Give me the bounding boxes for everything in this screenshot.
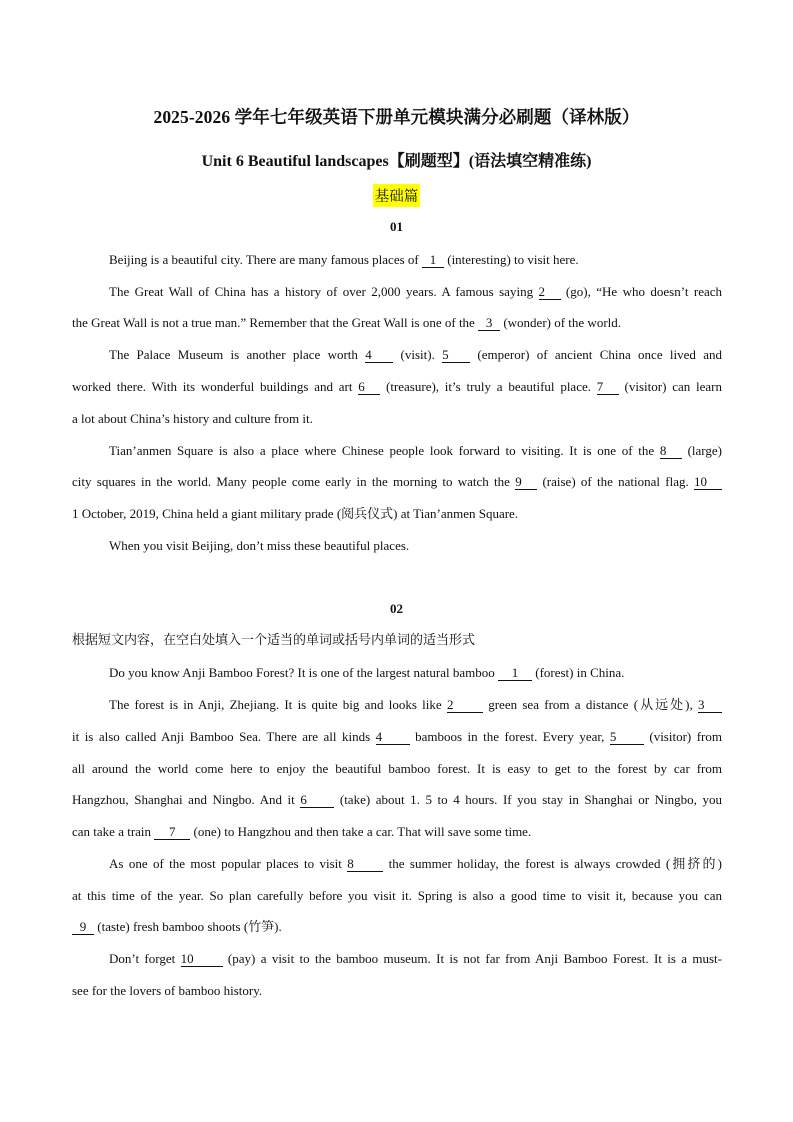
text-segment: (large) <box>681 443 722 458</box>
text-segment: (visit). <box>393 347 443 362</box>
page-subtitle: Unit 6 Beautiful landscapes【刷题型】(语法填空精准练) <box>201 153 592 170</box>
text-segment: it is also called Anji Bamboo Sea. There are all kinds <box>72 729 376 744</box>
passage1-line <box>109 346 722 364</box>
blank-4[interactable]: 4 <box>376 729 410 745</box>
blank-7[interactable]: 7 <box>597 379 619 395</box>
text-segment: (pay) a visit to the bamboo museum. It is not far from Anji Bamboo Forest. It is a must- <box>222 951 722 966</box>
text-segment: bamboos in the forest. Every year, <box>409 729 610 744</box>
passage1-line <box>109 283 722 301</box>
passage2-line: see for the lovers of bamboo history. <box>72 983 263 998</box>
blank-9[interactable]: 9 <box>515 474 537 490</box>
text-segment: can take a train <box>72 824 155 839</box>
text-segment: city squares in the world. Many people come early in the morning to watch the <box>72 474 516 489</box>
passage1-line <box>72 378 722 396</box>
blank-4[interactable]: 4 <box>365 347 393 363</box>
passage1-line <box>109 442 722 460</box>
text-segment: green sea from a distance (从远处), <box>482 697 699 712</box>
passage2-line <box>109 696 722 714</box>
blank-7[interactable]: 7 <box>154 824 190 840</box>
text-segment: The Palace Museum is another place worth <box>109 347 366 362</box>
text-segment: (wonder) of the world. <box>500 315 622 330</box>
blank-8[interactable]: 8 <box>347 856 383 872</box>
text-segment: (raise) of the national flag. <box>537 474 695 489</box>
text-segment: Hangzhou, Shanghai and Ningbo. And it <box>72 792 301 807</box>
blank-9[interactable]: 9 <box>72 919 94 935</box>
level-tag-wrap <box>0 184 793 207</box>
blank-8[interactable]: 8 <box>660 443 682 459</box>
blank-3[interactable]: 3 <box>698 697 722 713</box>
text-segment: Don’t forget <box>109 951 181 966</box>
text-segment: the Great Wall is not a true man.” Remember that the Great Wall is one of the <box>72 315 479 330</box>
passage1-line <box>72 473 722 491</box>
text-segment: worked there. With its wonderful buildings and art <box>72 379 359 394</box>
blank-3[interactable]: 3 <box>478 315 500 331</box>
section-instruction: 根据短文内容，在空白处填入一个适当的单词或括号内单词的适当形式 <box>72 632 476 647</box>
passage1-line <box>72 314 722 332</box>
text-segment: Beijing is a beautiful city. There are many famous places of <box>109 252 422 267</box>
text-segment: (take) about 1. 5 to 4 hours. If you stay in Shanghai or Ningbo, you <box>334 792 722 807</box>
text-segment: (interesting) to visit here. <box>443 252 579 267</box>
text-segment: (treasure), it’s truly a beautiful place. <box>380 379 597 394</box>
blank-10[interactable]: 10 <box>694 474 722 490</box>
text-segment: (visitor) from <box>643 729 722 744</box>
passage2-line <box>109 664 722 682</box>
page-title: 2025-2026 学年七年级英语下册单元模块满分必刷题（译林版） <box>153 107 640 127</box>
blank-6[interactable]: 6 <box>300 792 334 808</box>
blank-5[interactable]: 5 <box>442 347 470 363</box>
passage1-line: When you visit Beijing, don’t miss these beautiful places. <box>109 538 410 553</box>
passage2-line: at this time of the year. So plan carefully before you visit it. Spring is also a good time to visit it, because you can <box>72 888 722 903</box>
passage2-line <box>72 823 722 841</box>
text-segment: The Great Wall of China has a history of over 2,000 years. A famous saying <box>109 284 539 299</box>
passage2-line <box>109 950 722 968</box>
blank-10[interactable]: 10 <box>181 951 223 967</box>
passage2-line: all around the world come here to enjoy the beautiful bamboo forest. It is easy to get to the forest by car from <box>72 761 722 776</box>
text-segment: (go), “He who doesn’t reach <box>560 284 723 299</box>
passage1-line: a lot about China’s history and culture from it. <box>72 411 313 426</box>
blank-1[interactable]: 1 <box>498 665 532 681</box>
blank-1[interactable]: 1 <box>422 252 444 268</box>
text-segment: (emperor) of ancient China once lived and <box>470 347 722 362</box>
passage1-line: 1 October, 2019, China held a giant military prade (阅兵仪式) at Tian’anmen Square. <box>72 506 519 521</box>
passage2-line <box>72 918 722 936</box>
blank-2[interactable]: 2 <box>539 284 561 300</box>
text-segment: The forest is in Anji, Zhejiang. It is quite big and looks like <box>109 697 447 712</box>
text-segment: As one of the most popular places to visit <box>109 856 348 871</box>
section-number-02: 02 <box>390 601 403 616</box>
blank-5[interactable]: 5 <box>610 729 644 745</box>
level-tag: 基础篇 <box>373 184 421 207</box>
section-number-01: 01 <box>390 219 403 234</box>
text-segment: (forest) in China. <box>531 665 625 680</box>
passage1-line <box>109 251 722 269</box>
passage2-line <box>72 728 722 746</box>
passage2-line <box>72 791 722 809</box>
text-segment: Tian’anmen Square is also a place where Chinese people look forward to visiting. It is one of the <box>109 443 660 458</box>
text-segment: (one) to Hangzhou and then take a car. That will save some time. <box>190 824 532 839</box>
text-segment: the summer holiday, the forest is always crowded (拥挤的) <box>383 856 722 871</box>
passage2-line <box>109 855 722 873</box>
text-segment: (taste) fresh bamboo shoots (竹笋). <box>94 919 282 934</box>
blank-6[interactable]: 6 <box>358 379 380 395</box>
text-segment: Do you know Anji Bamboo Forest? It is one of the largest natural bamboo <box>109 665 498 680</box>
text-segment: (visitor) can learn <box>618 379 722 394</box>
blank-2[interactable]: 2 <box>447 697 483 713</box>
